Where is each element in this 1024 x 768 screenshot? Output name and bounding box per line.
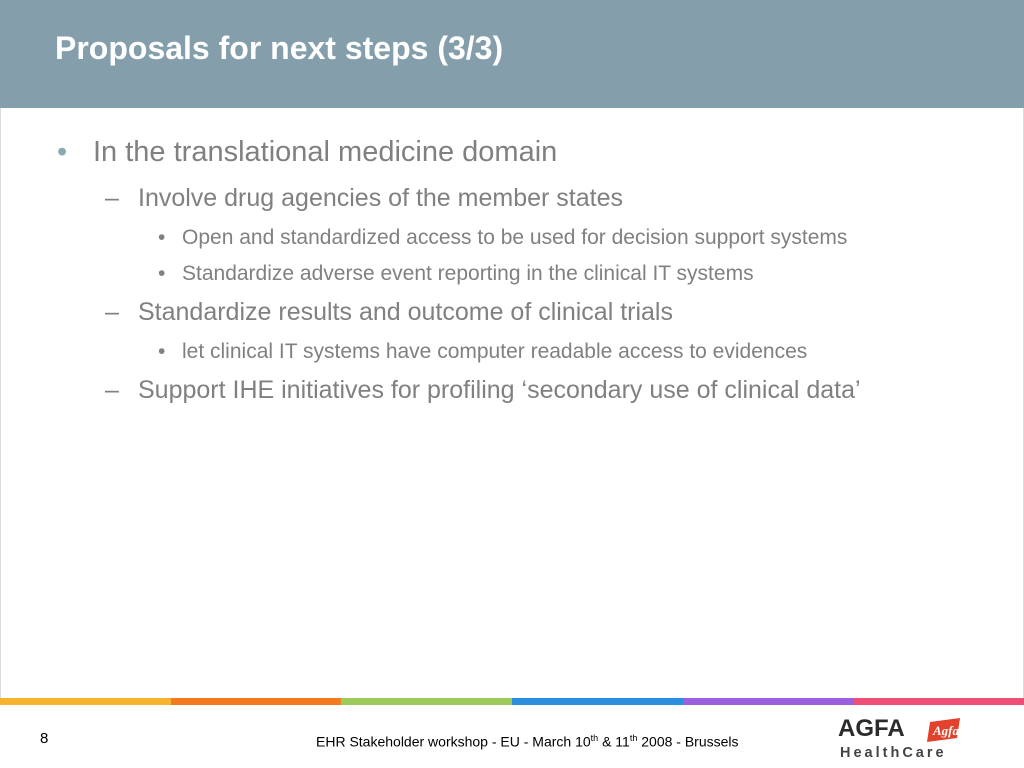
- bullet-text: Standardize results and outcome of clinical trials: [138, 298, 673, 326]
- agfa-healthcare-logo: [836, 712, 966, 762]
- dash-marker: –: [105, 298, 119, 326]
- logo-subtitle-text: HealthCare: [840, 745, 947, 761]
- bullet-marker: •: [158, 262, 166, 285]
- accent-segment-yellow: [0, 698, 171, 705]
- logo-badge-text: Agfa: [933, 723, 959, 738]
- bullet-marker: •: [57, 136, 68, 168]
- footer-text-part1: EHR Stakeholder workshop - EU - March 10: [316, 733, 591, 750]
- footer-sup2: th: [629, 733, 638, 743]
- accent-color-bar: [0, 698, 1024, 705]
- header-band: [0, 0, 1024, 108]
- footer-sup1: th: [590, 733, 599, 743]
- bullet-text: Standardize adverse event reporting in the clinical IT systems: [182, 262, 754, 285]
- accent-segment-green: [341, 698, 512, 705]
- footer-text-part3: 2008 - Brussels: [637, 733, 739, 750]
- content-frame: [0, 108, 1024, 698]
- dash-marker: –: [105, 376, 119, 404]
- bullet-text: let clinical IT systems have computer readable access to evidences: [182, 340, 808, 363]
- bullet-marker: •: [158, 340, 166, 363]
- footer-text: [316, 733, 739, 750]
- bullet-text: Involve drug agencies of the member states: [138, 184, 623, 212]
- bullet-marker: •: [158, 226, 166, 249]
- footer-text-part2: & 11: [598, 733, 630, 750]
- logo-brand-text: AGFA: [838, 715, 905, 742]
- bullet-text: In the translational medicine domain: [93, 136, 558, 168]
- bullet-text: Open and standardized access to be used for decision support systems: [182, 226, 848, 249]
- slide-title: Proposals for next steps (3/3): [55, 30, 504, 66]
- accent-segment-pink: [853, 698, 1024, 705]
- accent-segment-blue: [512, 698, 683, 705]
- accent-segment-purple: [683, 698, 854, 705]
- dash-marker: –: [105, 184, 119, 212]
- page-number: 8: [40, 730, 49, 747]
- bullet-text: Support IHE initiatives for profiling ‘secondary use of clinical data’: [138, 376, 861, 404]
- accent-segment-orange: [171, 698, 342, 705]
- logo-badge: [927, 718, 960, 742]
